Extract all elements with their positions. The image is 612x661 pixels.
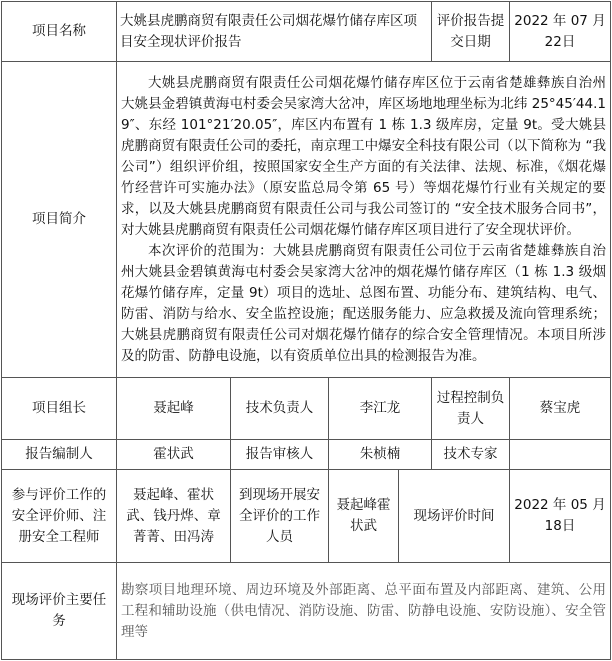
- team-leader-label: 项目组长: [2, 378, 117, 440]
- project-name-value: 大姚县虎鹏商贸有限责任公司烟花爆竹储存库区项目安全现状评价报告: [117, 2, 432, 62]
- row-project-name: [2, 2, 611, 62]
- tasks-label: 现场评价主要任务: [2, 563, 117, 660]
- row-tasks: [2, 563, 611, 660]
- expert-value: [510, 440, 611, 470]
- compiler-label: 报告编制人: [2, 440, 117, 470]
- onsite-staff-label: 到现场开展安全评价的工作人员: [231, 470, 329, 563]
- tech-lead-label: 技术负责人: [231, 378, 329, 440]
- process-control-label: 过程控制负责人: [432, 378, 510, 440]
- reviewer-value: 朱桢楠: [329, 440, 432, 470]
- intro-paragraph-2: 本次评价的范围为：大姚县虎鹏商贸有限责任公司位于云南省楚雄彝族自治州大姚县金碧镇黄海屯村委会吴家湾大岔冲的烟花爆竹储存库区（1 栋 1.3 级烟花爆竹储存库，定量 9t）项目的选址、总图布置、功能分布、建筑结构、电气、防雷、消防与给水、安全监控设施；配送服务能力、应急救援及流向管理系统；大姚县虎鹏商贸有限责任公司对烟花爆竹储存的综合安全管理情况。本项目所涉及的防雷、防静电设施，以有资质单位出具的检测报告为准。: [121, 242, 606, 364]
- project-intro-content: [117, 62, 611, 378]
- process-control-value: 蔡宝虎: [510, 378, 611, 440]
- onsite-time-value: 2022 年 05 月 18日: [510, 470, 611, 563]
- team-leader-value: 聂起峰: [117, 378, 231, 440]
- onsite-staff-value: 聂起峰霍状武: [329, 470, 399, 563]
- tasks-value: 勘察项目地理环境、周边环境及外部距离、总平面布置及内部距离、建筑、公用工程和辅助设施（供电情况、消防设施、防雷、防静电设施、安防设施）、安全管理等: [117, 563, 611, 660]
- intro-paragraph-1: 大姚县虎鹏商贸有限责任公司烟花爆竹储存库区位于云南省楚雄彝族自治州大姚县金碧镇黄海屯村委会吴家湾大岔冲，库区场地地理坐标为北纬 25°45′44.19″、东经 101°21′20.05″，库区内布置有 1 栋 1.3 级库房，定量 9t。受大姚县虎鹏商贸有限责任公司的委托，南京理工中爆安全科技有限公司（以下简称为 “我公司”）组织评价组，按照国家安全生产方面的有关法律、法规、标准，《烟花爆竹经营许可实施办法》（原安监总局令第 65 号）等烟花爆竹行业有关规定的要求，以及大姚县虎鹏商贸有限责任公司与我公司签订的 “安全技术服务合同书”，对大姚县虎鹏商贸有限责任公司烟花爆竹储存库区项目进行了安全现状评价。: [121, 74, 606, 238]
- onsite-time-label: 现场评价时间: [399, 470, 510, 563]
- tech-lead-value: 李江龙: [329, 378, 432, 440]
- compiler-value: 霍状武: [117, 440, 231, 470]
- expert-label: 技术专家: [432, 440, 510, 470]
- report-date-label: 评价报告提交日期: [432, 2, 510, 62]
- project-info-table: [1, 1, 611, 660]
- row-project-intro: [2, 62, 611, 378]
- participants-value: 聂起峰、霍状武、钱丹烨、章菁菁、田冯涛: [117, 470, 231, 563]
- project-intro-label: 项目简介: [2, 62, 117, 378]
- row-participants: [2, 470, 611, 563]
- participants-label: 参与评价工作的安全评价师、注册安全工程师: [2, 470, 117, 563]
- project-name-label: 项目名称: [2, 2, 117, 62]
- reviewer-label: 报告审核人: [231, 440, 329, 470]
- report-date-value: 2022 年 07 月 22日: [510, 2, 611, 62]
- row-team-leader: [2, 378, 611, 440]
- row-compiler: [2, 440, 611, 470]
